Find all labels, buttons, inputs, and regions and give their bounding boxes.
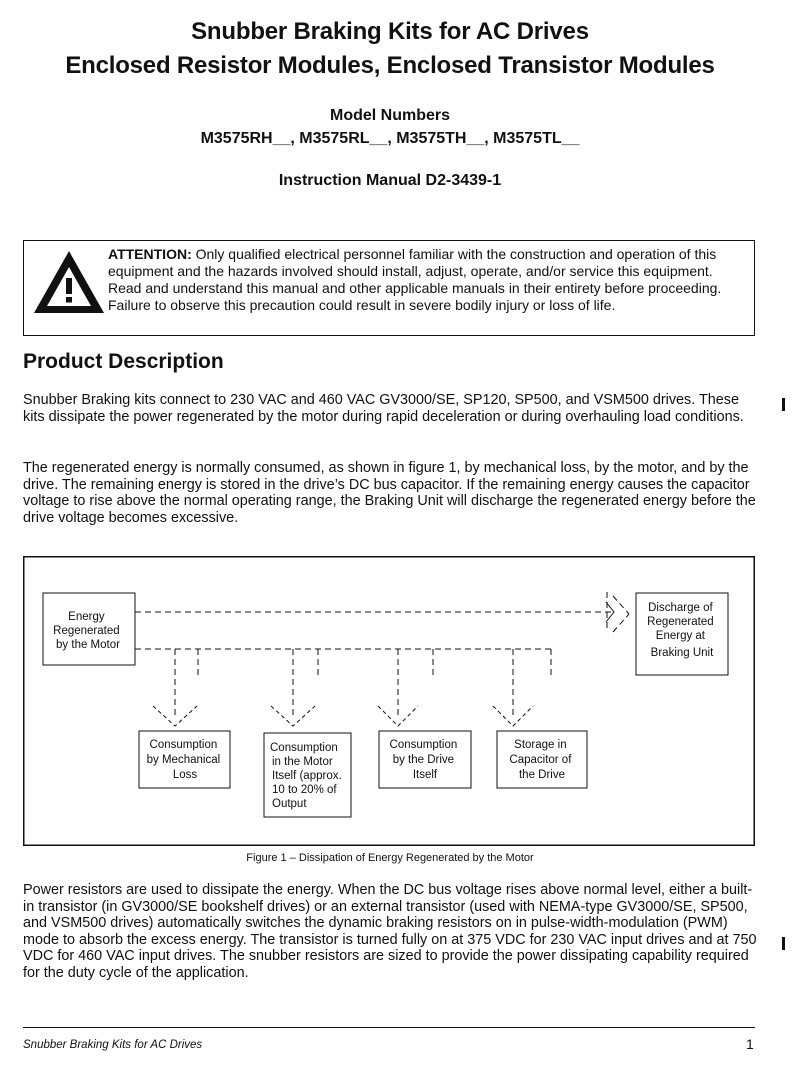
change-bar bbox=[782, 398, 785, 411]
source-box-label: Energy Regenerated by the Motor bbox=[53, 611, 120, 651]
paragraph-1: Snubber Braking kits connect to 230 VAC and 460 VAC GV3000/SE, SP120, SP500, and VSM500 drives. These kits dissipate the power regenerated by the motor during rapid deceleration or during overhauling load conditions. bbox=[23, 392, 744, 425]
mechanical-loss-label: Consumption by Mechanical Loss bbox=[146, 739, 221, 781]
warning-triangle-icon bbox=[30, 247, 108, 317]
footer-title: Snubber Braking Kits for AC Drives bbox=[23, 1039, 203, 1051]
footer-rule bbox=[23, 1027, 755, 1028]
model-numbers: M3575RH__, M3575RL__, M3575TH__, M3575TL__ bbox=[200, 130, 580, 147]
document-title-line2: Enclosed Resistor Modules, Enclosed Transistor Modules bbox=[65, 52, 715, 79]
motor-consumption-label: Consumption in the Motor Itself (approx. 10 to 20% of Output bbox=[270, 742, 342, 810]
document-title-line1: Snubber Braking Kits for AC Drives bbox=[191, 18, 589, 45]
capacitor-storage-label: Storage in Capacitor of the Drive bbox=[509, 739, 572, 781]
change-bar bbox=[782, 937, 785, 950]
paragraph-2: The regenerated energy is normally consumed, as shown in figure 1, by mechanical loss, by the motor, and by the drive. The remaining energy is stored in the drive’s DC bus capacitor. If the remaining energy causes the capacitor voltage to rise above the normal operating range, the Braking Unit will discharge the regenerated energy before the drive voltage becomes excessive. bbox=[23, 460, 756, 526]
attention-box bbox=[23, 240, 755, 336]
figure-caption: Figure 1 – Dissipation of Energy Regenerated by the Motor bbox=[246, 852, 534, 864]
model-numbers-heading: Model Numbers bbox=[329, 107, 450, 124]
attention-body: Only qualified electrical personnel familiar with the construction and operation of this equipment and the hazards involved should install, adjust, operate, and/or service this equipment. Read and understand this manual and other applicable manuals in their entirety before proceeding. Failure to observe this precaution could result in severe bodily injury or loss of life. bbox=[108, 246, 722, 313]
paragraph-3: Power resistors are used to dissipate the energy. When the DC bus voltage rises above normal level, either a built-in transistor (in GV3000/SE bookshelf drives) or an external transistor (used with NEMA-type GV3000/SE, SP500, and VSM500 drives) automatically switches the dynamic braking resistors on in pulse-width-modulation (PWM) mode to absorb the excess energy. The transistor is turned fully on at 375 VDC for 230 VAC input drives and at 750 VDC for 460 VAC input drives. The snubber resistors are sized to provide the power dissipating capability required for the duty cycle of the application. bbox=[23, 882, 757, 981]
drive-consumption-label: Consumption by the Drive Itself bbox=[389, 739, 458, 781]
section-heading: Product Description bbox=[23, 350, 224, 373]
page-number: 1 bbox=[746, 1036, 754, 1052]
attention-label: ATTENTION: bbox=[108, 246, 192, 262]
attention-text bbox=[108, 246, 748, 314]
manual-number: Instruction Manual D2-3439-1 bbox=[278, 172, 502, 189]
energy-dissipation-diagram bbox=[23, 556, 755, 846]
discharge-box-label: Discharge of Regenerated Energy at Braking Unit bbox=[647, 602, 714, 659]
